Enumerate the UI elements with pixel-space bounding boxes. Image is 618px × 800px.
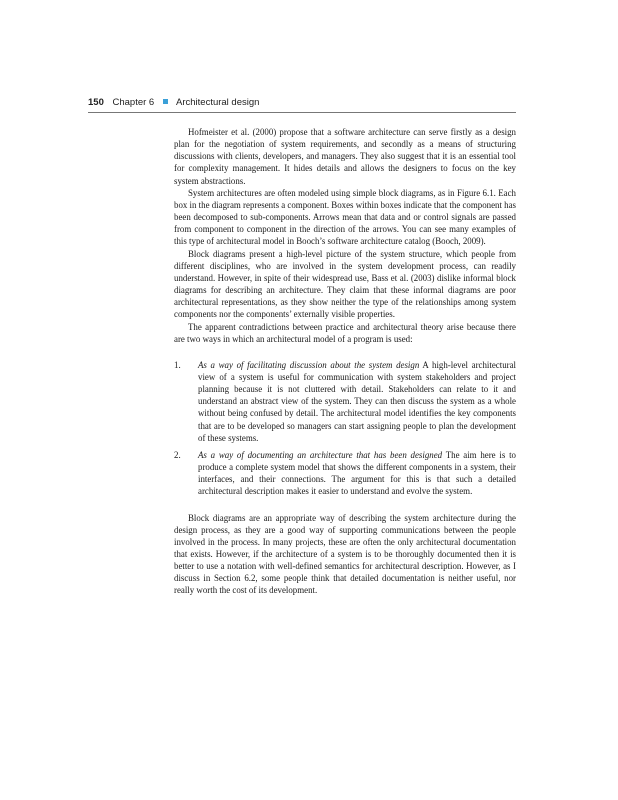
paragraph: The apparent contradictions between practice and architectural theory arise because there are two ways in which an architectural model of a program is used:: [174, 321, 516, 344]
list-item: [174, 449, 516, 498]
list-item: [174, 359, 516, 444]
paragraph: Hofmeister et al. (2000) propose that a software architecture can serve firstly as a design plan for the negotiation of system requirements, and secondly as a means of structuring discussions with clients, developers, and managers. They also suggest that it is an essential tool for complexity management. It hides details and allows the designers to focus on the key system abstractions.: [174, 127, 516, 186]
square-bullet-icon: [163, 99, 168, 104]
running-head: [88, 96, 516, 110]
paragraph: System architectures are often modeled using simple block diagrams, as in Figure 6.1. Each box in the diagram represents a component. Boxes within boxes indicate that the component has been decomposed to sub-components. Arrows mean that data and or control signals are passed from component to component in the direction of the arrows. You can see many examples of this type of architectural model in Booch’s software architecture catalog (Booch, 2009).: [174, 187, 516, 247]
numbered-list: [174, 359, 516, 498]
list-item-lead: As a way of facilitating discussion about the system design: [198, 359, 420, 370]
closing-paragraph: Block diagrams are an appropriate way of describing the system architecture during the design process, as they are a good way of supporting communications between the people involved in the process. In many projects, these are often the only architectural documentation that exists. However, if the architecture of a system is to be thoroughly documented then it is better to use a notation with well-defined semantics for architectural description. However, as I discuss in Section 6.2, some people think that detailed documentation is neither useful, nor really worth the cost of its development.: [174, 512, 516, 596]
chapter-title: Architectural design: [176, 97, 260, 108]
body-text: [174, 126, 516, 597]
list-item-number: 1.: [174, 359, 181, 370]
list-item-text: A high-level architectural view of a system is useful for communication with system stakeholders and project planning because it is not cluttered with detail. Stakeholders can relate to it and understand an abstract view of the system. They can then discuss the system as a whole without being confused by detail. The architectural model identifies the key components that are to be developed so managers can start assigning people to plan the development of these systems.: [198, 359, 516, 443]
paragraph: Block diagrams present a high-level picture of the system structure, which people from different disciplines, who are involved in the system development process, can readily understand. However, in spite of their widespread use, Bass et al. (2003) dislike informal block diagrams for describing an architecture. They claim that these informal diagrams are poor architectural representations, as they show neither the type of the relationships among system components nor the components’ externally visible properties.: [174, 248, 516, 320]
chapter-label: Chapter 6: [112, 97, 155, 108]
list-item-number: 2.: [174, 449, 181, 460]
list-item-text: The aim here is to produce a complete system model that shows the different components in a system, their interfaces, and their connections. The argument for this is that such a detailed architectural description makes it easier to understand and evolve the system.: [198, 449, 516, 497]
page-number: 150: [88, 97, 104, 108]
list-item-lead: As a way of documenting an architecture that has been designed: [198, 449, 443, 460]
header-rule: [88, 112, 516, 113]
